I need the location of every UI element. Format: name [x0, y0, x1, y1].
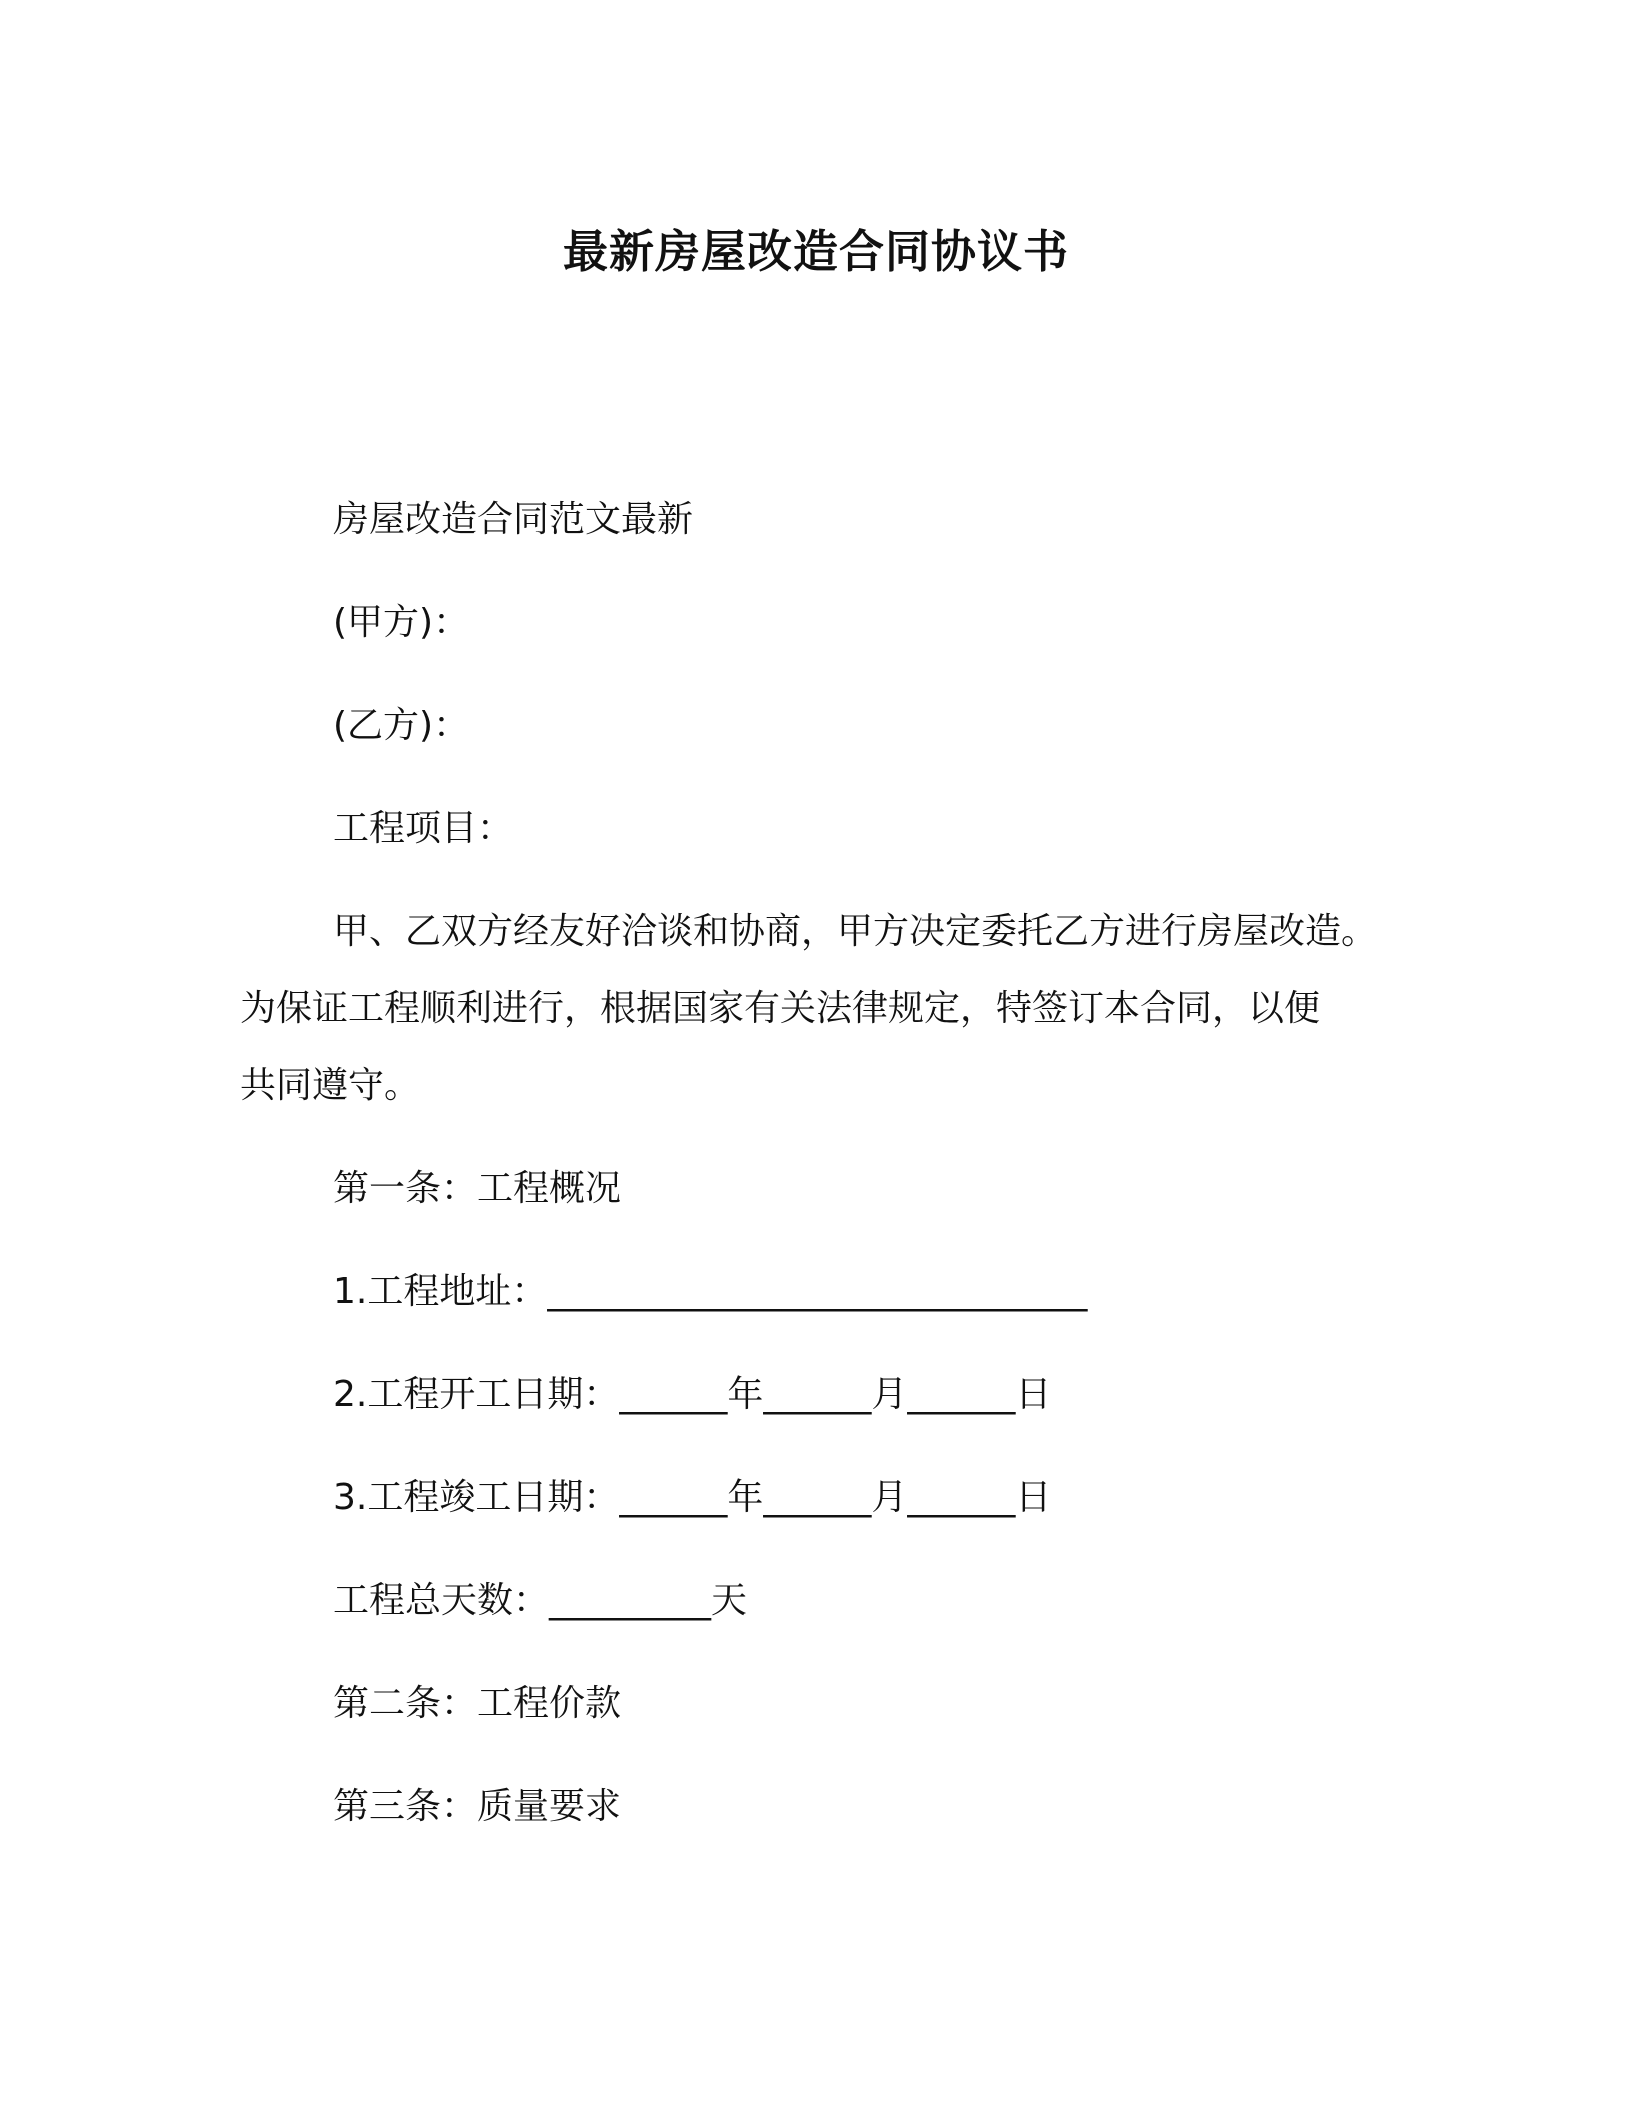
party-a-line: (甲方)：	[333, 602, 470, 643]
preamble-line-3: 共同遵守。	[240, 1065, 421, 1106]
address-line: 1.工程地址：______________________________	[333, 1271, 1088, 1312]
project-line: 工程项目：	[333, 808, 514, 849]
start-date-line: 2.工程开工日期：______年______月______日	[333, 1374, 1052, 1415]
article-2-heading: 第二条：工程价款	[333, 1683, 622, 1724]
document-title: 最新房屋改造合同协议书	[562, 225, 1069, 278]
article-3-heading: 第三条：质量要求	[333, 1786, 622, 1827]
party-b-line: (乙方)：	[333, 705, 470, 746]
total-days-line: 工程总天数：_________天	[333, 1580, 748, 1621]
article-1-heading: 第一条：工程概况	[333, 1168, 622, 1209]
preamble-line-2: 为保证工程顺利进行，根据国家有关法律规定，特签订本合同，以便	[240, 988, 1321, 1029]
end-date-line: 3.工程竣工日期：______年______月______日	[333, 1477, 1052, 1518]
subtitle-line: 房屋改造合同范文最新	[333, 499, 694, 540]
preamble-line-1: 甲、乙双方经友好洽谈和协商，甲方决定委托乙方进行房屋改造。	[333, 911, 1378, 952]
